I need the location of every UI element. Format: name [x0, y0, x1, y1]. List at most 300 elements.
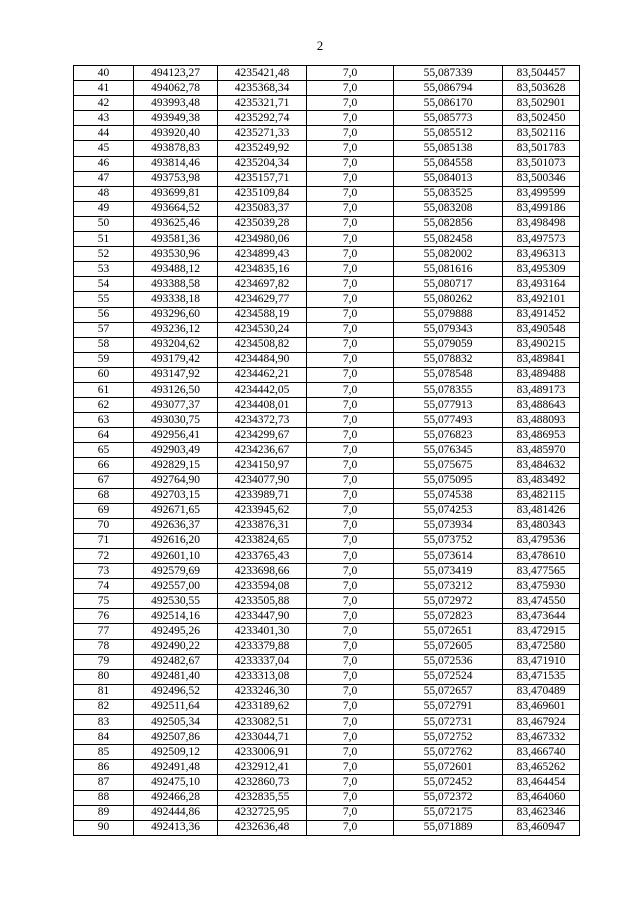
point-number-cell: 66	[74, 458, 134, 473]
latitude-cell: 55,080262	[394, 292, 503, 307]
x-coordinate-cell: 492496,52	[134, 684, 218, 699]
accuracy-cell: 7,0	[307, 760, 394, 775]
x-coordinate-cell: 492671,65	[134, 503, 218, 518]
table-row	[74, 292, 580, 307]
point-number-cell: 43	[74, 111, 134, 126]
longitude-cell: 83,467332	[503, 730, 580, 745]
x-coordinate-cell: 493993,48	[134, 96, 218, 111]
latitude-cell: 55,082002	[394, 247, 503, 262]
y-coordinate-cell: 4234588,19	[218, 307, 307, 322]
table-row	[74, 805, 580, 820]
x-coordinate-cell: 493126,50	[134, 382, 218, 397]
y-coordinate-cell: 4233189,62	[218, 699, 307, 714]
latitude-cell: 55,079059	[394, 337, 503, 352]
table-row	[74, 141, 580, 156]
latitude-cell: 55,078355	[394, 382, 503, 397]
latitude-cell: 55,072972	[394, 594, 503, 609]
point-number-cell: 44	[74, 126, 134, 141]
point-number-cell: 81	[74, 684, 134, 699]
longitude-cell: 83,502901	[503, 96, 580, 111]
latitude-cell: 55,078548	[394, 367, 503, 382]
latitude-cell: 55,073752	[394, 533, 503, 548]
table-row	[74, 367, 580, 382]
latitude-cell: 55,084013	[394, 171, 503, 186]
y-coordinate-cell: 4232835,55	[218, 790, 307, 805]
latitude-cell: 55,078832	[394, 352, 503, 367]
table-row	[74, 156, 580, 171]
accuracy-cell: 7,0	[307, 232, 394, 247]
table-row	[74, 533, 580, 548]
point-number-cell: 85	[74, 745, 134, 760]
latitude-cell: 55,072657	[394, 684, 503, 699]
table-row	[74, 111, 580, 126]
point-number-cell: 71	[74, 533, 134, 548]
accuracy-cell: 7,0	[307, 126, 394, 141]
accuracy-cell: 7,0	[307, 156, 394, 171]
table-row	[74, 398, 580, 413]
accuracy-cell: 7,0	[307, 186, 394, 201]
x-coordinate-cell: 493814,46	[134, 156, 218, 171]
latitude-cell: 55,073614	[394, 549, 503, 564]
y-coordinate-cell: 4233447,90	[218, 609, 307, 624]
point-number-cell: 53	[74, 262, 134, 277]
accuracy-cell: 7,0	[307, 639, 394, 654]
table-row	[74, 654, 580, 669]
table-row	[74, 639, 580, 654]
table-row	[74, 458, 580, 473]
x-coordinate-cell: 492616,20	[134, 533, 218, 548]
latitude-cell: 55,077913	[394, 398, 503, 413]
point-number-cell: 52	[74, 247, 134, 262]
point-number-cell: 59	[74, 352, 134, 367]
x-coordinate-cell: 492530,55	[134, 594, 218, 609]
table-row	[74, 594, 580, 609]
y-coordinate-cell: 4233594,08	[218, 579, 307, 594]
latitude-cell: 55,072601	[394, 760, 503, 775]
latitude-cell: 55,080717	[394, 277, 503, 292]
accuracy-cell: 7,0	[307, 352, 394, 367]
y-coordinate-cell: 4234442,05	[218, 382, 307, 397]
point-number-cell: 67	[74, 473, 134, 488]
x-coordinate-cell: 493388,58	[134, 277, 218, 292]
point-number-cell: 50	[74, 216, 134, 231]
point-number-cell: 62	[74, 398, 134, 413]
y-coordinate-cell: 4234835,16	[218, 262, 307, 277]
point-number-cell: 40	[74, 66, 134, 81]
accuracy-cell: 7,0	[307, 458, 394, 473]
accuracy-cell: 7,0	[307, 790, 394, 805]
longitude-cell: 83,462346	[503, 805, 580, 820]
x-coordinate-cell: 492903,49	[134, 443, 218, 458]
x-coordinate-cell: 493664,52	[134, 201, 218, 216]
y-coordinate-cell: 4235321,71	[218, 96, 307, 111]
accuracy-cell: 7,0	[307, 96, 394, 111]
point-number-cell: 42	[74, 96, 134, 111]
x-coordinate-cell: 493920,40	[134, 126, 218, 141]
point-number-cell: 58	[74, 337, 134, 352]
x-coordinate-cell: 492703,15	[134, 488, 218, 503]
y-coordinate-cell: 4234236,67	[218, 443, 307, 458]
table-row	[74, 352, 580, 367]
longitude-cell: 83,479536	[503, 533, 580, 548]
table-row	[74, 81, 580, 96]
latitude-cell: 55,083525	[394, 186, 503, 201]
y-coordinate-cell: 4234077,90	[218, 473, 307, 488]
accuracy-cell: 7,0	[307, 292, 394, 307]
longitude-cell: 83,471910	[503, 654, 580, 669]
longitude-cell: 83,481426	[503, 503, 580, 518]
point-number-cell: 76	[74, 609, 134, 624]
y-coordinate-cell: 4234408,01	[218, 398, 307, 413]
point-number-cell: 46	[74, 156, 134, 171]
latitude-cell: 55,072524	[394, 669, 503, 684]
table-row	[74, 699, 580, 714]
latitude-cell: 55,079343	[394, 322, 503, 337]
x-coordinate-cell: 492491,48	[134, 760, 218, 775]
table-row	[74, 247, 580, 262]
point-number-cell: 90	[74, 820, 134, 835]
accuracy-cell: 7,0	[307, 775, 394, 790]
table-row	[74, 503, 580, 518]
x-coordinate-cell: 493077,37	[134, 398, 218, 413]
table-row	[74, 609, 580, 624]
longitude-cell: 83,488093	[503, 413, 580, 428]
accuracy-cell: 7,0	[307, 699, 394, 714]
latitude-cell: 55,073212	[394, 579, 503, 594]
longitude-cell: 83,490548	[503, 322, 580, 337]
longitude-cell: 83,501783	[503, 141, 580, 156]
latitude-cell: 55,082458	[394, 232, 503, 247]
accuracy-cell: 7,0	[307, 277, 394, 292]
accuracy-cell: 7,0	[307, 549, 394, 564]
longitude-cell: 83,466740	[503, 745, 580, 760]
y-coordinate-cell: 4235083,37	[218, 201, 307, 216]
accuracy-cell: 7,0	[307, 337, 394, 352]
x-coordinate-cell: 493147,92	[134, 367, 218, 382]
longitude-cell: 83,460947	[503, 820, 580, 835]
table-row	[74, 820, 580, 835]
latitude-cell: 55,086170	[394, 96, 503, 111]
x-coordinate-cell: 492475,10	[134, 775, 218, 790]
accuracy-cell: 7,0	[307, 579, 394, 594]
latitude-cell: 55,077493	[394, 413, 503, 428]
point-number-cell: 74	[74, 579, 134, 594]
latitude-cell: 55,072605	[394, 639, 503, 654]
y-coordinate-cell: 4234484,90	[218, 352, 307, 367]
y-coordinate-cell: 4234980,06	[218, 232, 307, 247]
x-coordinate-cell: 493204,62	[134, 337, 218, 352]
latitude-cell: 55,071889	[394, 820, 503, 835]
x-coordinate-cell: 493878,83	[134, 141, 218, 156]
y-coordinate-cell: 4234508,82	[218, 337, 307, 352]
accuracy-cell: 7,0	[307, 518, 394, 533]
latitude-cell: 55,075675	[394, 458, 503, 473]
longitude-cell: 83,495309	[503, 262, 580, 277]
latitude-cell: 55,076823	[394, 428, 503, 443]
y-coordinate-cell: 4233945,62	[218, 503, 307, 518]
accuracy-cell: 7,0	[307, 745, 394, 760]
table-row	[74, 775, 580, 790]
point-number-cell: 69	[74, 503, 134, 518]
accuracy-cell: 7,0	[307, 473, 394, 488]
longitude-cell: 83,483492	[503, 473, 580, 488]
table-row	[74, 322, 580, 337]
x-coordinate-cell: 492511,64	[134, 699, 218, 714]
table-row	[74, 216, 580, 231]
accuracy-cell: 7,0	[307, 81, 394, 96]
longitude-cell: 83,469601	[503, 699, 580, 714]
longitude-cell: 83,503628	[503, 81, 580, 96]
table-row	[74, 413, 580, 428]
x-coordinate-cell: 493488,12	[134, 262, 218, 277]
point-number-cell: 78	[74, 639, 134, 654]
x-coordinate-cell: 492482,67	[134, 654, 218, 669]
accuracy-cell: 7,0	[307, 382, 394, 397]
x-coordinate-cell: 492490,22	[134, 639, 218, 654]
longitude-cell: 83,475930	[503, 579, 580, 594]
table-row	[74, 488, 580, 503]
table-row	[74, 564, 580, 579]
latitude-cell: 55,072651	[394, 624, 503, 639]
longitude-cell: 83,490215	[503, 337, 580, 352]
table-row	[74, 262, 580, 277]
point-number-cell: 72	[74, 549, 134, 564]
point-number-cell: 57	[74, 322, 134, 337]
latitude-cell: 55,072752	[394, 730, 503, 745]
x-coordinate-cell: 492466,28	[134, 790, 218, 805]
longitude-cell: 83,501073	[503, 156, 580, 171]
y-coordinate-cell: 4233505,88	[218, 594, 307, 609]
latitude-cell: 55,086794	[394, 81, 503, 96]
longitude-cell: 83,472915	[503, 624, 580, 639]
point-number-cell: 86	[74, 760, 134, 775]
accuracy-cell: 7,0	[307, 624, 394, 639]
x-coordinate-cell: 492509,12	[134, 745, 218, 760]
x-coordinate-cell: 492481,40	[134, 669, 218, 684]
point-number-cell: 83	[74, 715, 134, 730]
y-coordinate-cell: 4233698,66	[218, 564, 307, 579]
y-coordinate-cell: 4234299,67	[218, 428, 307, 443]
longitude-cell: 83,489841	[503, 352, 580, 367]
longitude-cell: 83,493164	[503, 277, 580, 292]
accuracy-cell: 7,0	[307, 66, 394, 81]
longitude-cell: 83,502450	[503, 111, 580, 126]
longitude-cell: 83,485970	[503, 443, 580, 458]
longitude-cell: 83,504457	[503, 66, 580, 81]
point-number-cell: 68	[74, 488, 134, 503]
point-number-cell: 54	[74, 277, 134, 292]
accuracy-cell: 7,0	[307, 201, 394, 216]
table-row	[74, 684, 580, 699]
longitude-cell: 83,465262	[503, 760, 580, 775]
latitude-cell: 55,075095	[394, 473, 503, 488]
longitude-cell: 83,478610	[503, 549, 580, 564]
x-coordinate-cell: 492956,41	[134, 428, 218, 443]
accuracy-cell: 7,0	[307, 398, 394, 413]
accuracy-cell: 7,0	[307, 171, 394, 186]
latitude-cell: 55,076345	[394, 443, 503, 458]
x-coordinate-cell: 492505,34	[134, 715, 218, 730]
x-coordinate-cell: 492495,26	[134, 624, 218, 639]
latitude-cell: 55,072452	[394, 775, 503, 790]
longitude-cell: 83,471535	[503, 669, 580, 684]
longitude-cell: 83,496313	[503, 247, 580, 262]
y-coordinate-cell: 4233044,71	[218, 730, 307, 745]
point-number-cell: 61	[74, 382, 134, 397]
point-number-cell: 64	[74, 428, 134, 443]
y-coordinate-cell: 4233246,30	[218, 684, 307, 699]
latitude-cell: 55,072372	[394, 790, 503, 805]
point-number-cell: 63	[74, 413, 134, 428]
accuracy-cell: 7,0	[307, 141, 394, 156]
longitude-cell: 83,486953	[503, 428, 580, 443]
y-coordinate-cell: 4233765,43	[218, 549, 307, 564]
longitude-cell: 83,489488	[503, 367, 580, 382]
y-coordinate-cell: 4233379,88	[218, 639, 307, 654]
point-number-cell: 87	[74, 775, 134, 790]
longitude-cell: 83,500346	[503, 171, 580, 186]
latitude-cell: 55,074538	[394, 488, 503, 503]
point-number-cell: 70	[74, 518, 134, 533]
y-coordinate-cell: 4233824,65	[218, 533, 307, 548]
y-coordinate-cell: 4232860,73	[218, 775, 307, 790]
latitude-cell: 55,085512	[394, 126, 503, 141]
y-coordinate-cell: 4235157,71	[218, 171, 307, 186]
longitude-cell: 83,480343	[503, 518, 580, 533]
table-row	[74, 66, 580, 81]
accuracy-cell: 7,0	[307, 428, 394, 443]
y-coordinate-cell: 4235292,74	[218, 111, 307, 126]
longitude-cell: 83,489173	[503, 382, 580, 397]
point-number-cell: 80	[74, 669, 134, 684]
table-row	[74, 790, 580, 805]
longitude-cell: 83,470489	[503, 684, 580, 699]
x-coordinate-cell: 492514,16	[134, 609, 218, 624]
point-number-cell: 47	[74, 171, 134, 186]
longitude-cell: 83,499599	[503, 186, 580, 201]
latitude-cell: 55,073934	[394, 518, 503, 533]
coordinates-table	[73, 65, 580, 836]
accuracy-cell: 7,0	[307, 111, 394, 126]
x-coordinate-cell: 492579,69	[134, 564, 218, 579]
longitude-cell: 83,502116	[503, 126, 580, 141]
y-coordinate-cell: 4235204,34	[218, 156, 307, 171]
accuracy-cell: 7,0	[307, 564, 394, 579]
accuracy-cell: 7,0	[307, 820, 394, 835]
longitude-cell: 83,488643	[503, 398, 580, 413]
x-coordinate-cell: 493581,36	[134, 232, 218, 247]
longitude-cell: 83,497573	[503, 232, 580, 247]
y-coordinate-cell: 4233006,91	[218, 745, 307, 760]
accuracy-cell: 7,0	[307, 715, 394, 730]
latitude-cell: 55,085138	[394, 141, 503, 156]
table-row	[74, 428, 580, 443]
table-row	[74, 171, 580, 186]
point-number-cell: 51	[74, 232, 134, 247]
accuracy-cell: 7,0	[307, 488, 394, 503]
y-coordinate-cell: 4235271,33	[218, 126, 307, 141]
longitude-cell: 83,474550	[503, 594, 580, 609]
point-number-cell: 88	[74, 790, 134, 805]
latitude-cell: 55,074253	[394, 503, 503, 518]
point-number-cell: 89	[74, 805, 134, 820]
accuracy-cell: 7,0	[307, 322, 394, 337]
latitude-cell: 55,072536	[394, 654, 503, 669]
y-coordinate-cell: 4233401,30	[218, 624, 307, 639]
longitude-cell: 83,484632	[503, 458, 580, 473]
longitude-cell: 83,498498	[503, 216, 580, 231]
accuracy-cell: 7,0	[307, 609, 394, 624]
y-coordinate-cell: 4232636,48	[218, 820, 307, 835]
longitude-cell: 83,472580	[503, 639, 580, 654]
page-number: 2	[316, 38, 324, 53]
longitude-cell: 83,473644	[503, 609, 580, 624]
latitude-cell: 55,072791	[394, 699, 503, 714]
x-coordinate-cell: 493949,38	[134, 111, 218, 126]
y-coordinate-cell: 4234462,21	[218, 367, 307, 382]
point-number-cell: 55	[74, 292, 134, 307]
accuracy-cell: 7,0	[307, 533, 394, 548]
accuracy-cell: 7,0	[307, 307, 394, 322]
accuracy-cell: 7,0	[307, 805, 394, 820]
accuracy-cell: 7,0	[307, 503, 394, 518]
x-coordinate-cell: 493625,46	[134, 216, 218, 231]
table-row	[74, 201, 580, 216]
x-coordinate-cell: 493753,98	[134, 171, 218, 186]
table-row	[74, 473, 580, 488]
y-coordinate-cell: 4233876,31	[218, 518, 307, 533]
x-coordinate-cell: 492829,15	[134, 458, 218, 473]
x-coordinate-cell: 492764,90	[134, 473, 218, 488]
y-coordinate-cell: 4235421,48	[218, 66, 307, 81]
table-row	[74, 186, 580, 201]
point-number-cell: 79	[74, 654, 134, 669]
table-row	[74, 730, 580, 745]
latitude-cell: 55,087339	[394, 66, 503, 81]
y-coordinate-cell: 4234530,24	[218, 322, 307, 337]
x-coordinate-cell: 492413,36	[134, 820, 218, 835]
table-row	[74, 443, 580, 458]
latitude-cell: 55,085773	[394, 111, 503, 126]
point-number-cell: 41	[74, 81, 134, 96]
accuracy-cell: 7,0	[307, 654, 394, 669]
table-row	[74, 277, 580, 292]
table-row	[74, 126, 580, 141]
table-row	[74, 669, 580, 684]
accuracy-cell: 7,0	[307, 684, 394, 699]
longitude-cell: 83,464454	[503, 775, 580, 790]
longitude-cell: 83,499186	[503, 201, 580, 216]
x-coordinate-cell: 492507,86	[134, 730, 218, 745]
accuracy-cell: 7,0	[307, 262, 394, 277]
accuracy-cell: 7,0	[307, 730, 394, 745]
latitude-cell: 55,081616	[394, 262, 503, 277]
x-coordinate-cell: 492444,86	[134, 805, 218, 820]
y-coordinate-cell: 4234697,82	[218, 277, 307, 292]
y-coordinate-cell: 4234899,43	[218, 247, 307, 262]
longitude-cell: 83,464060	[503, 790, 580, 805]
table-row	[74, 337, 580, 352]
point-number-cell: 73	[74, 564, 134, 579]
point-number-cell: 75	[74, 594, 134, 609]
table-row	[74, 760, 580, 775]
x-coordinate-cell: 493030,75	[134, 413, 218, 428]
point-number-cell: 48	[74, 186, 134, 201]
accuracy-cell: 7,0	[307, 443, 394, 458]
y-coordinate-cell: 4233337,04	[218, 654, 307, 669]
y-coordinate-cell: 4235249,92	[218, 141, 307, 156]
latitude-cell: 55,084558	[394, 156, 503, 171]
